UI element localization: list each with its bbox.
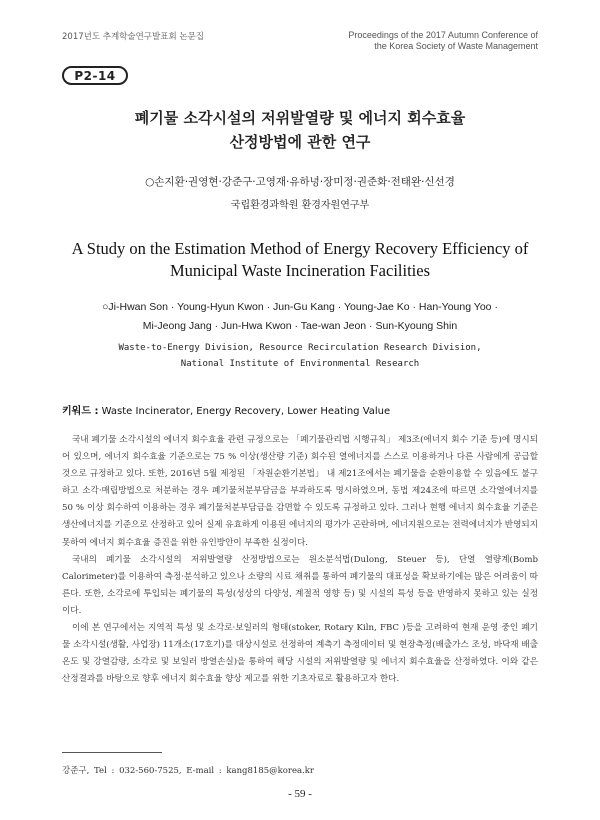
- keywords: [62, 402, 390, 417]
- korean-authors: ○손지환·권영현·강준구·고영재·유하녕·장미정·권준화·전태완·신선경: [145, 176, 455, 188]
- body-paragraph-3: 이에 본 연구에서는 지역적 특성 및 소각로·보일러의 형태(stoker, Rotary Kiln, FBC )등을 고려하여 현재 운영 중인 폐기물 소각시설(생활, 사업장) 11개소(17호기)를 대상시설로 선정하여 계측기 측정데이터 및 현장측정(배출가스 조성, 바닥재 배출온도 및 강열감량, 소각로 및 보일러 방열손실)을 통하여 해당 시설의 저위발열량 및 에너지 회수효율을 산정하였다. 이와 같은 산정결과를 바탕으로 향후 에너지 회수효율 향상 제고를 위한 기초자료로 활용하고자 한다.: [62, 623, 538, 685]
- english-affiliation-line2: National Institute of Environmental Research: [180, 359, 420, 369]
- keywords-label: 키워드 :: [62, 406, 99, 417]
- english-title-line1: A Study on the Estimation Method of Energy Recovery Efficiency of: [71, 239, 529, 258]
- body-paragraph-2: 국내의 폐기물 소각시설의 저위발열량 산정방법으로는 원소분석법(Dulong, Steuer 등), 단열 열량계(Bomb Calorimeter)를 이용하여 측정·분석하고 있으나 소량의 시료 채취를 통하여 폐기물의 대표성을 확보하기에는 많은 어려움이 따른다. 또한, 소각로에 투입되는 폐기물의 특성(성상의 다양성, 계절적 영향 등) 및 시설의 특성 등을 반영하지 못하고 있는 실정이다.: [62, 554, 538, 616]
- korean-title: [0, 106, 600, 154]
- keywords-value: Waste Incinerator, Energy Recovery, Lower Heating Value: [101, 406, 391, 417]
- header-english-line2: the Korea Society of Waste Management: [374, 41, 538, 51]
- english-authors: [0, 298, 600, 336]
- footnote-contact: 강준구, Tel : 032-560-7525, E-mail : kang8185@korea.kr: [62, 766, 314, 776]
- header-english-line1: Proceedings of the 2017 Autumn Conference of: [348, 30, 538, 40]
- english-affiliation: [0, 340, 600, 372]
- footnote-divider: [62, 752, 162, 753]
- english-authors-line1: ○Ji-Hwan Son · Young-Hyun Kwon · Jun-Gu Kang · Young-Jae Ko · Han-Young Yoo ·: [102, 301, 498, 313]
- english-authors-line2: Mi-Jeong Jang · Jun-Hwa Kwon · Tae-wan Jeon · Sun-Kyoung Shin: [142, 320, 458, 332]
- korean-affiliation: 국립환경과학원 환경자원연구부: [230, 200, 370, 211]
- page-number: - 59 -: [288, 788, 312, 800]
- header-english: [348, 30, 538, 52]
- abstract-body: [62, 432, 538, 688]
- korean-title-line1: 폐기물 소각시설의 저위발열량 및 에너지 회수효율: [134, 109, 466, 127]
- paper-id-badge: P2-14: [62, 66, 128, 85]
- english-title-line2: Municipal Waste Incineration Facilities: [169, 261, 430, 280]
- header-korean: 2017년도 추계학술연구발표회 논문집: [62, 32, 204, 42]
- korean-title-line2: 산정방법에 관한 연구: [229, 133, 371, 151]
- english-affiliation-line1: Waste-to-Energy Division, Resource Recirculation Research Division,: [118, 343, 482, 353]
- body-paragraph-1: 국내 폐기물 소각시설의 에너지 회수효율 관련 규정으로는 「폐기물관리법 시행규칙」 제3조(에너지 회수 기준 등)에 명시되어 있으며, 에너지 회수효율 기준으로는 75 % 이상(생산량 기준) 회수된 열에너지를 스스로 이용하거나 다른 사람에게 공급할 것으로 규정하고 있다. 또한, 2016년 5월 제정된 「자원순환기본법」 내 제21조에서는 폐기물을 순환이용할 수 있음에도 불구하고 소각·매립방법으로 처분하는 경우 폐기물처분부담금을 부과하도록 명시하였으며, 동법 제24조에 따르면 소각열에너지를 50 % 이상 회수하여 이용하는 경우 폐기물처분부담금을 감면할 수 있도록 규정하고 있다. 그러나 현행 에너지 회수효율 기준은 생산에너지를 기준으로 산정하고 있어 실제 유효하게 이용된 에너지의 평가가 곤란하며, 에너지원으로는 전력에너지가 반영되지 못하여 에너지 회수효율 증진을 위한 유인방안이 부족한 실정이다.: [62, 435, 538, 548]
- english-title: [0, 238, 600, 282]
